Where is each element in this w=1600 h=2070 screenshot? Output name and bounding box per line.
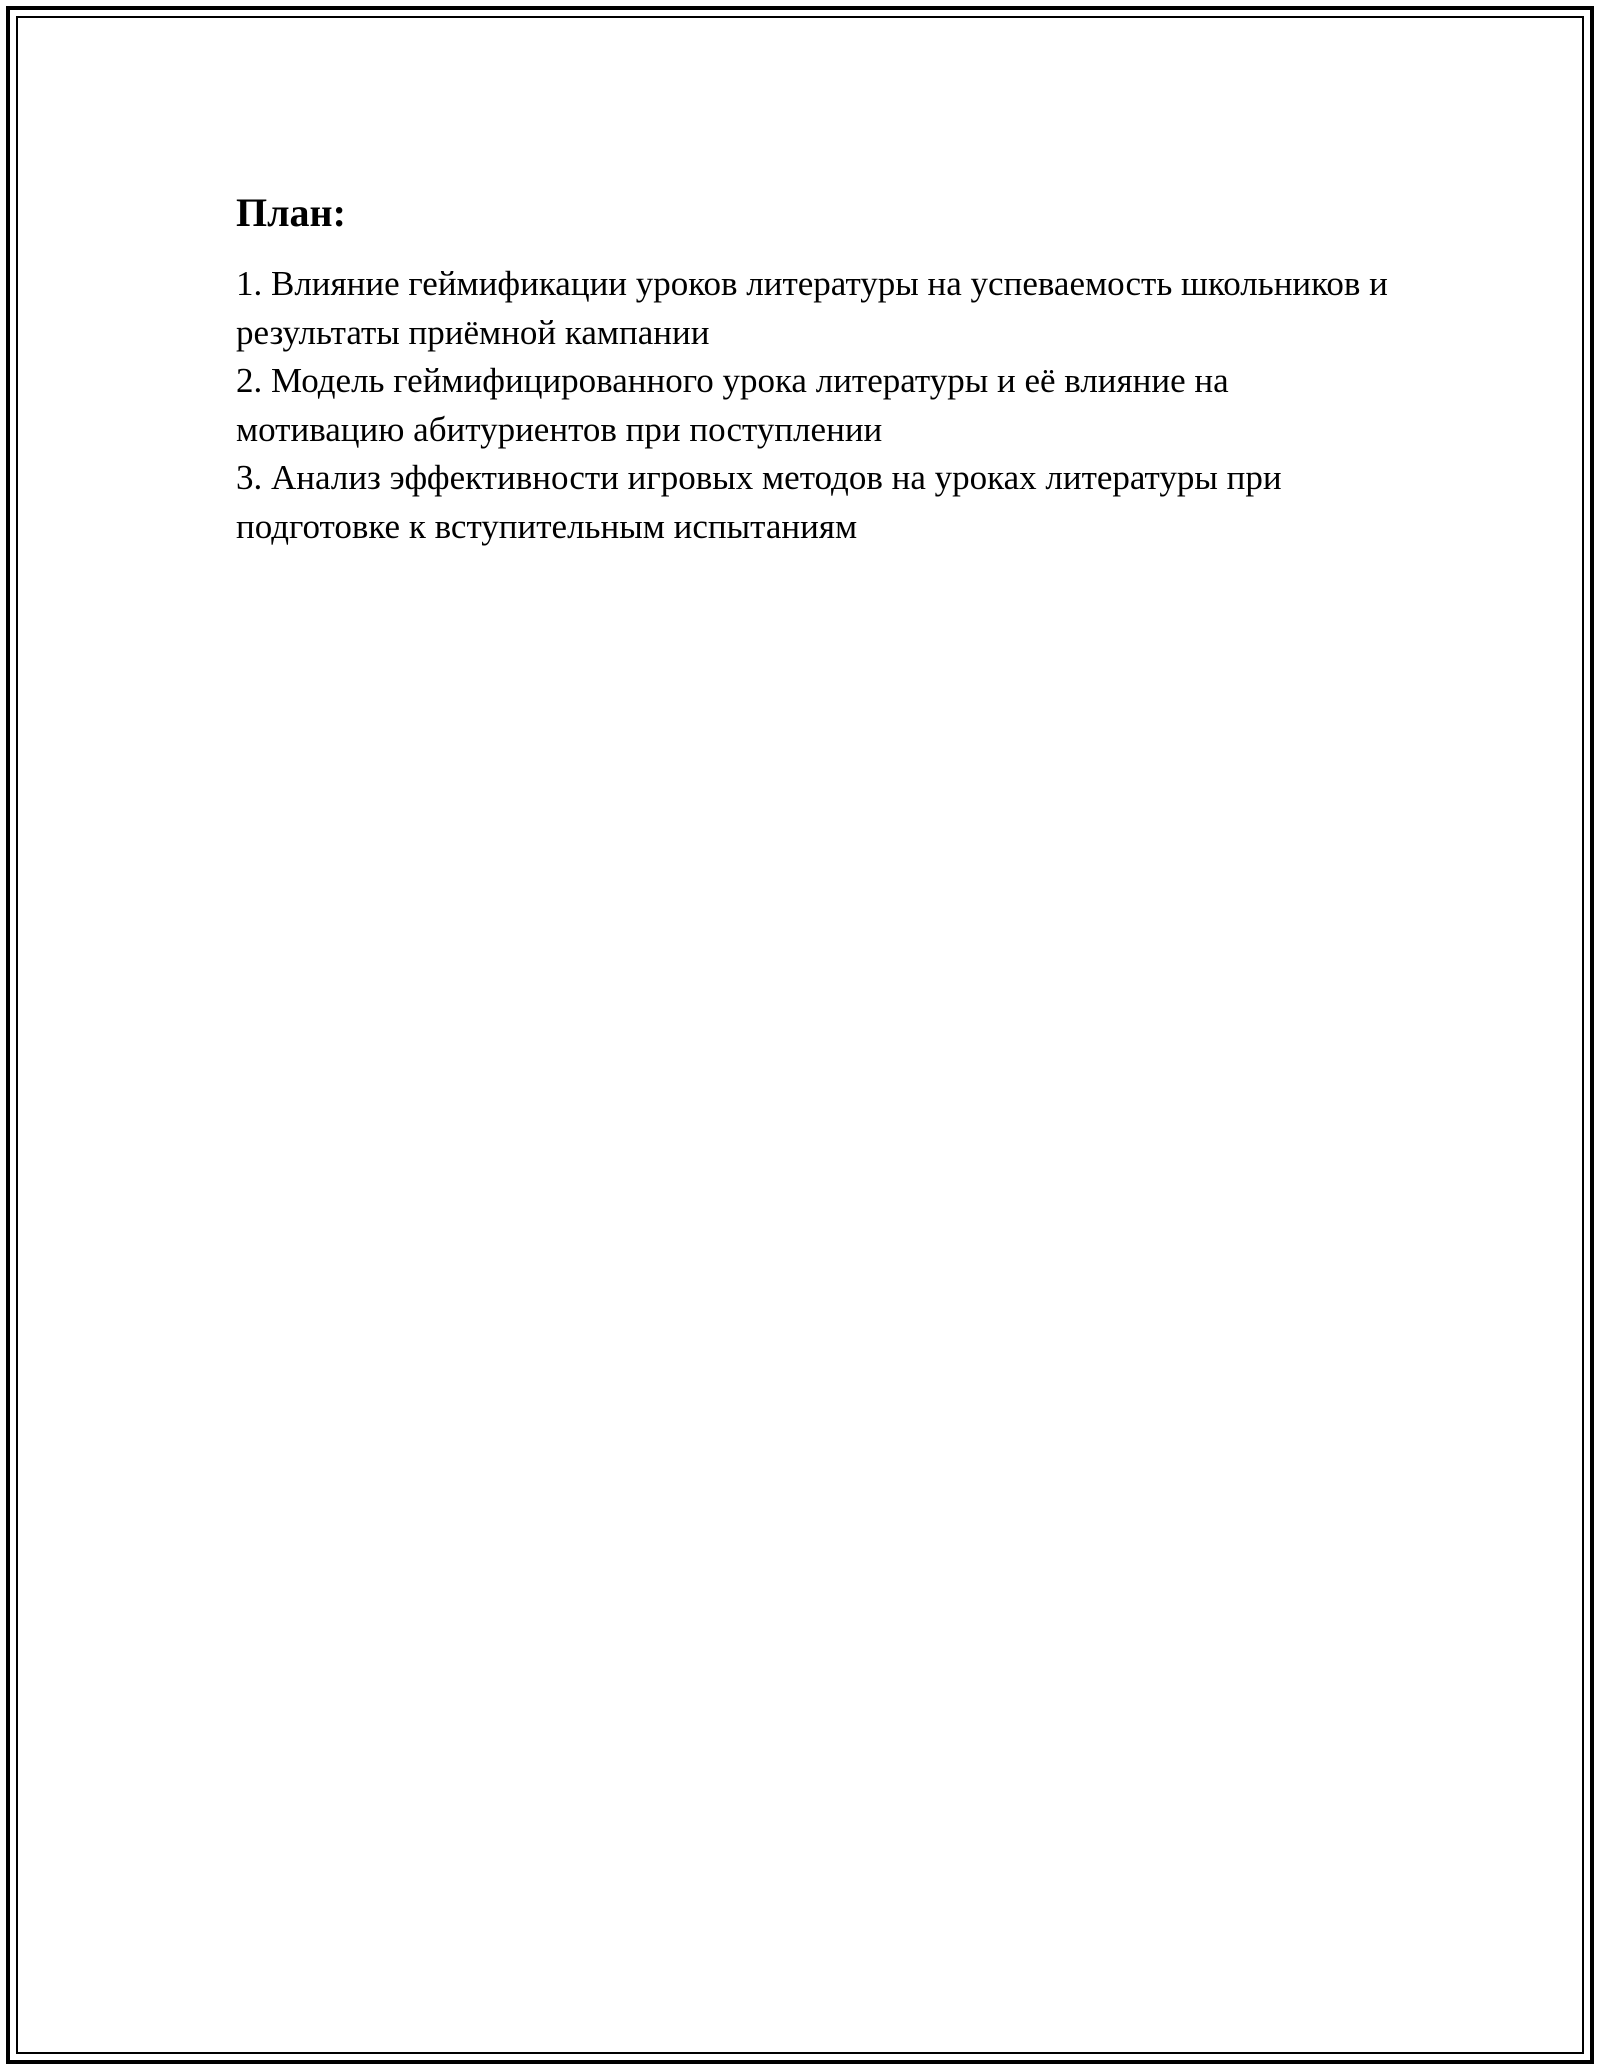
plan-title: План: [236,190,346,235]
plan-item-2: 2. Модель геймифицированного урока литературы и её влияние на мотивацию абитуриентов при поступлении [236,361,1229,449]
plan-item-1: 1. Влияние геймификации уроков литературы на успеваемость школьников и результаты приёмной кампании [236,264,1388,352]
plan-list [236,260,1396,551]
plan-item-3: 3. Анализ эффективности игровых методов на уроках литературы при подготовке к вступительным испытаниям [236,458,1282,546]
document-content [236,186,1396,551]
